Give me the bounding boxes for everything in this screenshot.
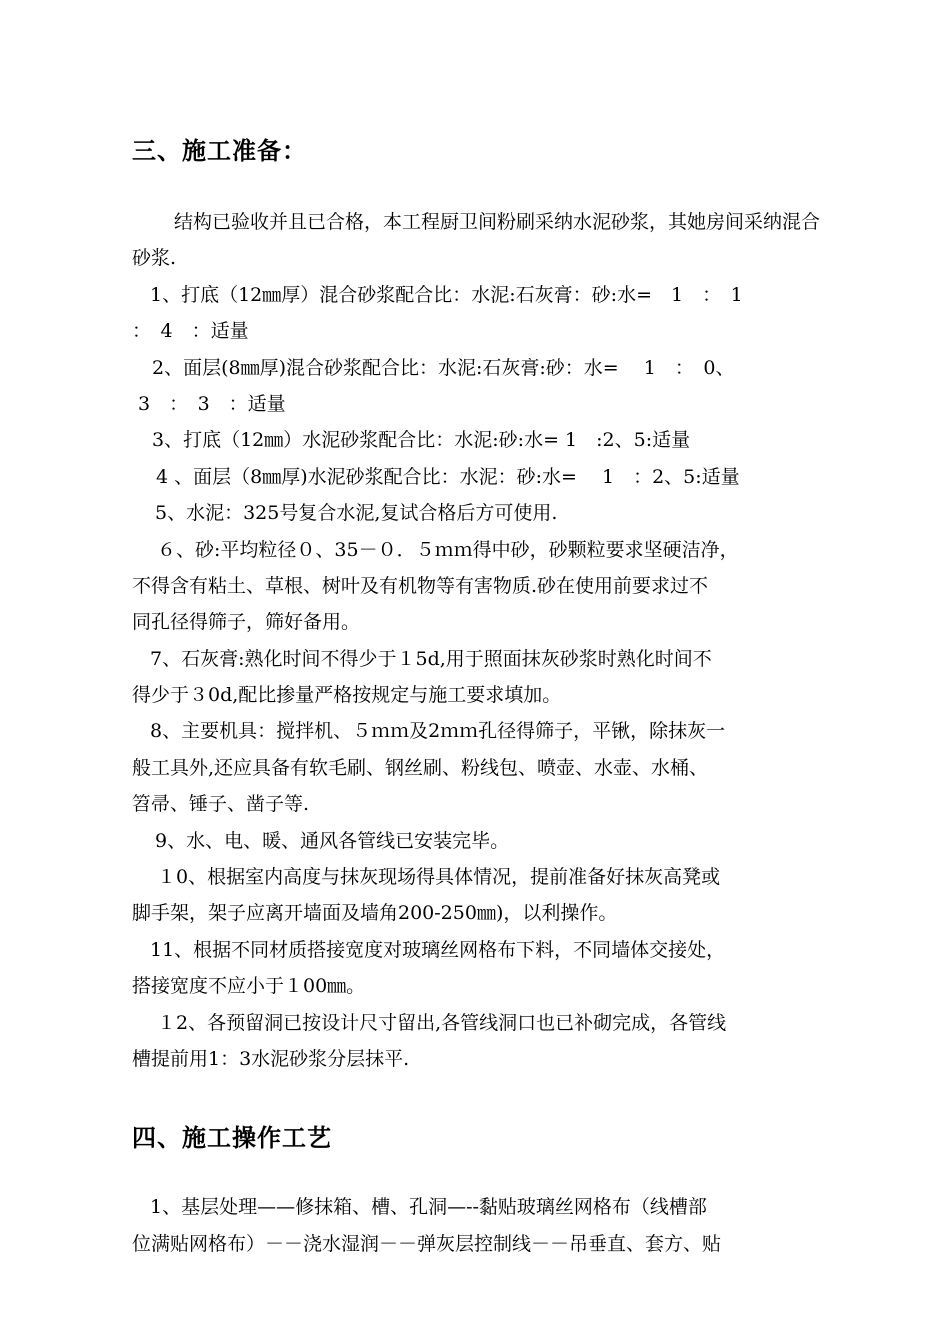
paragraph-line: 不得含有粘土、草根、树叶及有机物等有害物质.砂在使用前要求过不 (132, 575, 709, 597)
paragraph-line: 搭接宽度不应小于１00㎜。 (132, 975, 366, 997)
paragraph-line: 结构已验收并且已合格，本工程厨卫间粉刷采纳水泥砂浆，其她房间采纳混合 (174, 211, 821, 233)
paragraph-line: ： 4 ：适量 (132, 320, 249, 342)
paragraph-line: 8、主要机具：搅拌机、５ｍｍ及2ｍｍ孔径得筛子，平锹，除抹灰一 (150, 720, 726, 742)
paragraph-line: 得少于３0d,配比掺量严格按规定与施工要求填加。 (132, 684, 562, 706)
paragraph-line: １2、各预留洞已按设计尺寸留出,各管线洞口也已补砌完成，各管线 (157, 1012, 727, 1034)
section-heading: 三、施工准备： (132, 137, 307, 165)
paragraph-line: 砂浆. (132, 247, 177, 269)
paragraph-line: 7、石灰膏:熟化时间不得少于１5d,用于照面抹灰砂浆时熟化时间不 (150, 648, 712, 670)
paragraph-line: １0、根据室内高度与抹灰现场得具体情况，提前准备好抹灰高凳或 (157, 866, 721, 888)
section-heading: 四、施工操作工艺 (132, 1124, 332, 1152)
paragraph-line: 5、水泥：325号复合水泥,复试合格后方可使用. (155, 502, 558, 524)
paragraph-line: 1、基层处理——修抹箱、槽、孔洞—--黏贴玻璃丝网格布（线槽部 (150, 1196, 707, 1218)
paragraph-line: 槽提前用1：3水泥砂浆分层抹平. (132, 1048, 410, 1070)
paragraph-line: 3、打底（12㎜）水泥砂浆配合比：水泥:砂:水= 1 :2、5:适量 (152, 429, 691, 451)
paragraph-line: 1、打底（12㎜厚）混合砂浆配合比：水泥:石灰膏：砂:水= 1 ： 1 (150, 284, 743, 306)
paragraph-line: 般工具外,还应具备有软毛刷、钢丝刷、粉线包、喷壶、水壶、水桶、 (132, 757, 709, 779)
paragraph-line: 位满贴网格布）－－浇水湿润－－弹灰层控制线－－吊垂直、套方、贴 (132, 1233, 722, 1255)
paragraph-line: 3 ： 3 ：适量 (138, 393, 286, 415)
paragraph-line: 4 、面层（8㎜厚)水泥砂浆配合比：水泥：砂:水= 1 ：2、5:适量 (156, 466, 740, 488)
paragraph-line: 11、根据不同材质搭接宽度对玻璃丝网格布下料，不同墙体交接处， (150, 939, 726, 961)
paragraph-line: 同孔径得筛子，筛好备用。 (132, 611, 361, 633)
paragraph-line: ６、砂:平均粒径０、35－０．５ｍｍ得中砂，砂颗粒要求坚硬洁净， (157, 539, 739, 561)
paragraph-line: 笤帚、锤子、凿子等. (132, 793, 310, 815)
paragraph-line: 9、水、电、暖、通风各管线已安装完毕。 (155, 830, 510, 852)
paragraph-line: 脚手架，架子应离开墙面及墙角200-250㎜)，以利操作。 (132, 902, 618, 924)
paragraph-line: 2、面层(8㎜厚)混合砂浆配合比：水泥:石灰膏:砂：水= 1 ： 0、 (152, 357, 735, 379)
